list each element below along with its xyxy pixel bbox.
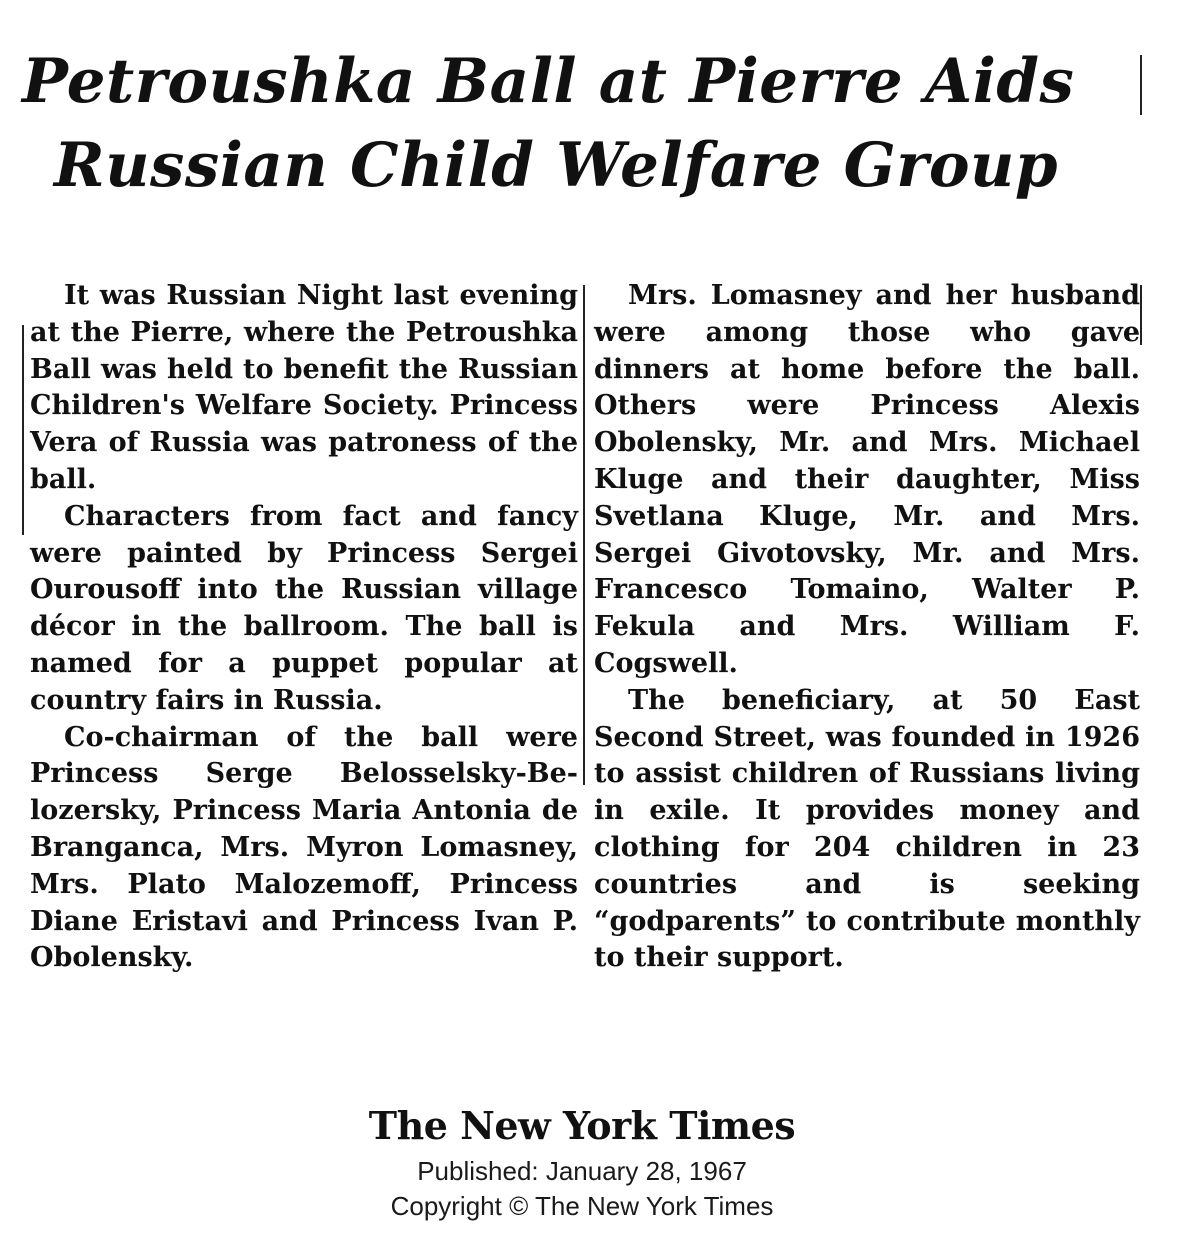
newspaper-masthead: The New York Times bbox=[368, 1103, 796, 1148]
paragraph: The beneficiary, at 50 East Second Street, was founded in 1926 to assist children of Russians living in exile. It provides money and clothing for 204 children in 23 countries and is seeking “godparents” to contribute monthly to their support. bbox=[594, 684, 1140, 974]
headline bbox=[22, 40, 1152, 208]
paragraph: Characters from fact and fancy were painted by Princess Sergei Ourousoff into the Russian village décor in the ballroom. The ball is named for a puppet popular at country fairs in Russia. bbox=[30, 500, 578, 716]
article-footer bbox=[0, 1098, 1164, 1224]
article-right-column bbox=[594, 278, 1140, 977]
article-left-column bbox=[30, 278, 578, 977]
headline-line-1: Petroushka Ball at Pierre Aids bbox=[22, 46, 1075, 117]
left-edge-rule bbox=[22, 325, 24, 535]
column-divider bbox=[583, 285, 585, 785]
copyright-notice: Copyright © The New York Times bbox=[390, 1191, 774, 1221]
headline-line-2: Russian Child Welfare Group bbox=[54, 130, 1059, 201]
published-date: Published: January 28, 1967 bbox=[417, 1156, 747, 1186]
headline-edge-rule bbox=[1140, 55, 1142, 115]
paragraph: It was Russian Night last evening at the Pierre, where the Petroushka Ball was held to benefit the Russian Children's Welfare Society. Princess Vera of Russia was patroness of the ball. bbox=[30, 280, 578, 495]
paragraph: Co-chairman of the ball were Princess Serge Belosselsky-Belozersky, Princess Maria Antonia de Branganca, Mrs. Myron Lomasney, Mrs. Plato Malozemoff, Princess Diane Eristavi and Princess Ivan P. Obolensky. bbox=[30, 721, 578, 974]
right-edge-rule bbox=[1140, 285, 1142, 345]
paragraph: Mrs. Lomasney and her husband were among those who gave dinners at home before the ball. Others were Princess Alexis Obolensky, Mr. and Mrs. Michael Kluge and their daughter, Miss Svetlana Kluge, Mr. and Mrs. Sergei Givotovsky, Mr. and Mrs. Francesco Tomaino, Walter P. Fekula and Mrs. William F. Cogswell. bbox=[594, 280, 1140, 679]
